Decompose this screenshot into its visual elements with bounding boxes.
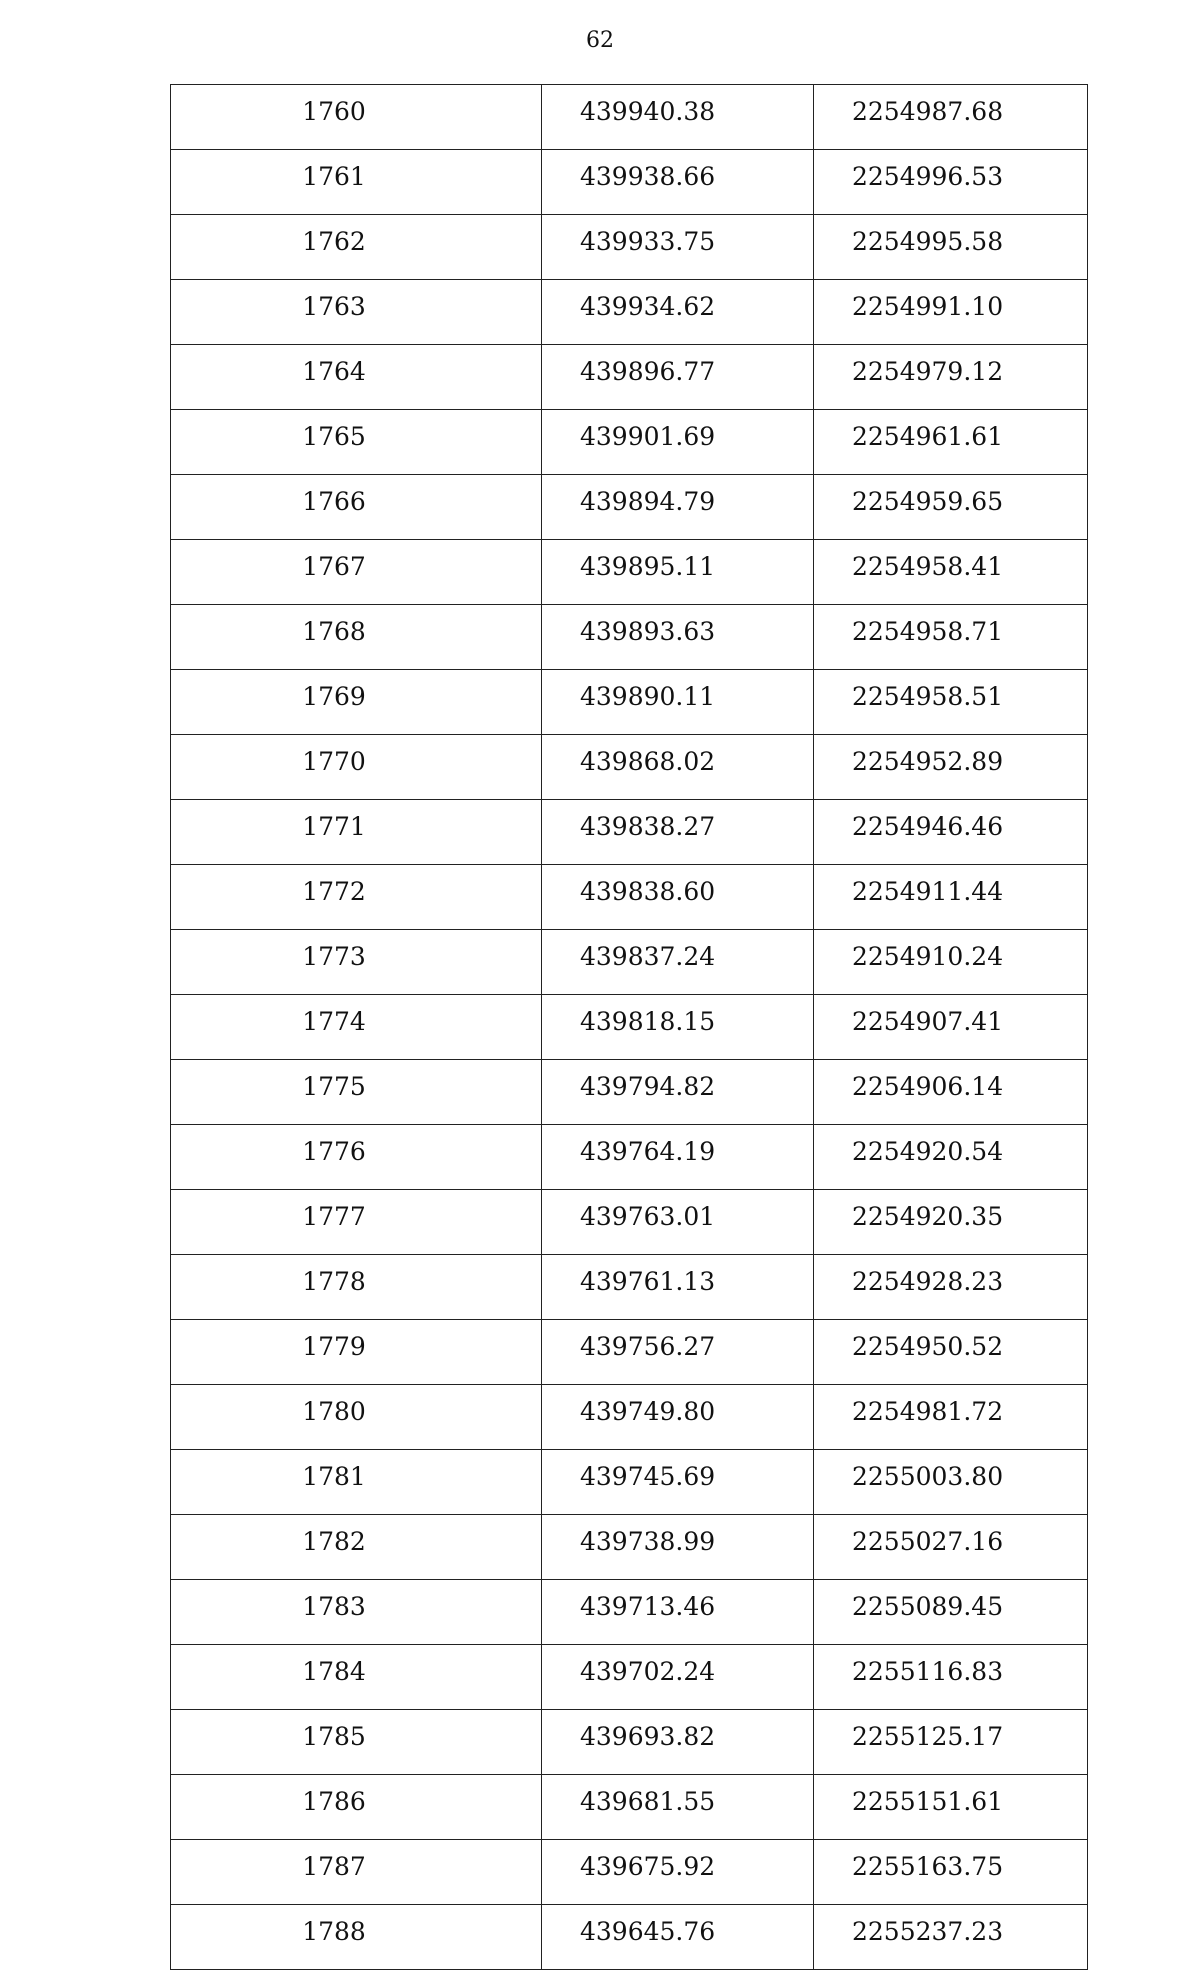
- x-coordinate-cell: 439837.24: [542, 930, 814, 995]
- y-coordinate-cell: 2254958.71: [814, 605, 1088, 670]
- x-coordinate-cell: 439764.19: [542, 1125, 814, 1190]
- y-coordinate-cell: 2254959.65: [814, 475, 1088, 540]
- x-coordinate-cell: 439761.13: [542, 1255, 814, 1320]
- y-coordinate-cell: 2254920.35: [814, 1190, 1088, 1255]
- coordinates-table-body: [171, 85, 1088, 1970]
- x-coordinate-cell: 439901.69: [542, 410, 814, 475]
- x-coordinate-cell: 439838.27: [542, 800, 814, 865]
- point-number-cell: 1776: [171, 1125, 542, 1190]
- table-row: [171, 1450, 1088, 1515]
- y-coordinate-cell: 2255027.16: [814, 1515, 1088, 1580]
- point-number-cell: 1772: [171, 865, 542, 930]
- x-coordinate-cell: 439934.62: [542, 280, 814, 345]
- table-row: [171, 410, 1088, 475]
- y-coordinate-cell: 2254952.89: [814, 735, 1088, 800]
- x-coordinate-cell: 439895.11: [542, 540, 814, 605]
- y-coordinate-cell: 2254981.72: [814, 1385, 1088, 1450]
- point-number-cell: 1763: [171, 280, 542, 345]
- x-coordinate-cell: 439681.55: [542, 1775, 814, 1840]
- x-coordinate-cell: 439893.63: [542, 605, 814, 670]
- y-coordinate-cell: 2254991.10: [814, 280, 1088, 345]
- point-number-cell: 1785: [171, 1710, 542, 1775]
- table-row: [171, 1320, 1088, 1385]
- point-number-cell: 1784: [171, 1645, 542, 1710]
- table-row: [171, 475, 1088, 540]
- y-coordinate-cell: 2254950.52: [814, 1320, 1088, 1385]
- point-number-cell: 1771: [171, 800, 542, 865]
- x-coordinate-cell: 439738.99: [542, 1515, 814, 1580]
- table-row: [171, 280, 1088, 345]
- x-coordinate-cell: 439713.46: [542, 1580, 814, 1645]
- point-number-cell: 1777: [171, 1190, 542, 1255]
- point-number-cell: 1762: [171, 215, 542, 280]
- point-number-cell: 1781: [171, 1450, 542, 1515]
- point-number-cell: 1774: [171, 995, 542, 1060]
- x-coordinate-cell: 439794.82: [542, 1060, 814, 1125]
- point-number-cell: 1779: [171, 1320, 542, 1385]
- y-coordinate-cell: 2254920.54: [814, 1125, 1088, 1190]
- table-row: [171, 540, 1088, 605]
- x-coordinate-cell: 439818.15: [542, 995, 814, 1060]
- y-coordinate-cell: 2255125.17: [814, 1710, 1088, 1775]
- table-row: [171, 800, 1088, 865]
- table-row: [171, 670, 1088, 735]
- point-number-cell: 1788: [171, 1905, 542, 1970]
- y-coordinate-cell: 2254910.24: [814, 930, 1088, 995]
- y-coordinate-cell: 2255003.80: [814, 1450, 1088, 1515]
- table-row: [171, 1840, 1088, 1905]
- y-coordinate-cell: 2254996.53: [814, 150, 1088, 215]
- y-coordinate-cell: 2254946.46: [814, 800, 1088, 865]
- table-row: [171, 85, 1088, 150]
- table-row: [171, 1905, 1088, 1970]
- y-coordinate-cell: 2254907.41: [814, 995, 1088, 1060]
- table-row: [171, 1775, 1088, 1840]
- table-row: [171, 930, 1088, 995]
- y-coordinate-cell: 2255237.23: [814, 1905, 1088, 1970]
- point-number-cell: 1775: [171, 1060, 542, 1125]
- point-number-cell: 1767: [171, 540, 542, 605]
- table-row: [171, 865, 1088, 930]
- y-coordinate-cell: 2254987.68: [814, 85, 1088, 150]
- x-coordinate-cell: 439868.02: [542, 735, 814, 800]
- x-coordinate-cell: 439702.24: [542, 1645, 814, 1710]
- x-coordinate-cell: 439645.76: [542, 1905, 814, 1970]
- coordinates-table: [170, 84, 1088, 1970]
- point-number-cell: 1764: [171, 345, 542, 410]
- point-number-cell: 1760: [171, 85, 542, 150]
- point-number-cell: 1770: [171, 735, 542, 800]
- point-number-cell: 1780: [171, 1385, 542, 1450]
- point-number-cell: 1761: [171, 150, 542, 215]
- table-row: [171, 735, 1088, 800]
- point-number-cell: 1768: [171, 605, 542, 670]
- point-number-cell: 1765: [171, 410, 542, 475]
- point-number-cell: 1782: [171, 1515, 542, 1580]
- table-row: [171, 345, 1088, 410]
- table-row: [171, 1385, 1088, 1450]
- point-number-cell: 1773: [171, 930, 542, 995]
- x-coordinate-cell: 439838.60: [542, 865, 814, 930]
- table-row: [171, 995, 1088, 1060]
- table-row: [171, 605, 1088, 670]
- y-coordinate-cell: 2254995.58: [814, 215, 1088, 280]
- y-coordinate-cell: 2254958.51: [814, 670, 1088, 735]
- x-coordinate-cell: 439763.01: [542, 1190, 814, 1255]
- x-coordinate-cell: 439933.75: [542, 215, 814, 280]
- table-row: [171, 1580, 1088, 1645]
- x-coordinate-cell: 439896.77: [542, 345, 814, 410]
- y-coordinate-cell: 2254979.12: [814, 345, 1088, 410]
- x-coordinate-cell: 439675.92: [542, 1840, 814, 1905]
- table-row: [171, 1255, 1088, 1320]
- point-number-cell: 1778: [171, 1255, 542, 1320]
- table-row: [171, 1515, 1088, 1580]
- y-coordinate-cell: 2255163.75: [814, 1840, 1088, 1905]
- x-coordinate-cell: 439938.66: [542, 150, 814, 215]
- y-coordinate-cell: 2255116.83: [814, 1645, 1088, 1710]
- point-number-cell: 1787: [171, 1840, 542, 1905]
- x-coordinate-cell: 439693.82: [542, 1710, 814, 1775]
- table-row: [171, 1060, 1088, 1125]
- table-row: [171, 1710, 1088, 1775]
- y-coordinate-cell: 2254961.61: [814, 410, 1088, 475]
- point-number-cell: 1769: [171, 670, 542, 735]
- y-coordinate-cell: 2254958.41: [814, 540, 1088, 605]
- table-row: [171, 1190, 1088, 1255]
- x-coordinate-cell: 439756.27: [542, 1320, 814, 1385]
- page-number: 62: [586, 28, 614, 53]
- table-row: [171, 150, 1088, 215]
- table-row: [171, 1125, 1088, 1190]
- table-row: [171, 1645, 1088, 1710]
- point-number-cell: 1766: [171, 475, 542, 540]
- y-coordinate-cell: 2255151.61: [814, 1775, 1088, 1840]
- x-coordinate-cell: 439745.69: [542, 1450, 814, 1515]
- x-coordinate-cell: 439940.38: [542, 85, 814, 150]
- x-coordinate-cell: 439894.79: [542, 475, 814, 540]
- point-number-cell: 1783: [171, 1580, 542, 1645]
- x-coordinate-cell: 439749.80: [542, 1385, 814, 1450]
- y-coordinate-cell: 2254906.14: [814, 1060, 1088, 1125]
- point-number-cell: 1786: [171, 1775, 542, 1840]
- y-coordinate-cell: 2254928.23: [814, 1255, 1088, 1320]
- y-coordinate-cell: 2255089.45: [814, 1580, 1088, 1645]
- y-coordinate-cell: 2254911.44: [814, 865, 1088, 930]
- table-row: [171, 215, 1088, 280]
- x-coordinate-cell: 439890.11: [542, 670, 814, 735]
